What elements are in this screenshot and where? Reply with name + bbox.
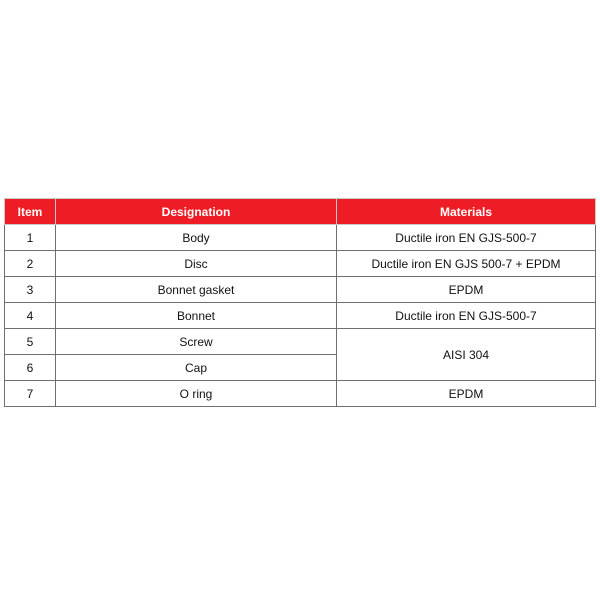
cell-material: EPDM — [337, 381, 596, 407]
cell-material: Ductile iron EN GJS-500-7 — [337, 303, 596, 329]
cell-designation: O ring — [56, 381, 337, 407]
materials-table — [4, 198, 596, 407]
cell-material: EPDM — [337, 277, 596, 303]
cell-item: 5 — [5, 329, 56, 355]
cell-designation: Screw — [56, 329, 337, 355]
table-row — [5, 381, 596, 407]
cell-material: Ductile iron EN GJS-500-7 — [337, 225, 596, 251]
cell-item: 1 — [5, 225, 56, 251]
header-item: Item — [5, 199, 56, 225]
header-materials: Materials — [337, 199, 596, 225]
cell-designation: Body — [56, 225, 337, 251]
cell-item: 4 — [5, 303, 56, 329]
table-row — [5, 303, 596, 329]
cell-material-merged: AISI 304 — [337, 329, 596, 381]
table-row — [5, 251, 596, 277]
table-row — [5, 277, 596, 303]
cell-material: Ductile iron EN GJS 500-7 + EPDM — [337, 251, 596, 277]
cell-item: 2 — [5, 251, 56, 277]
cell-designation: Disc — [56, 251, 337, 277]
table-row — [5, 329, 596, 355]
cell-item: 6 — [5, 355, 56, 381]
cell-designation: Bonnet — [56, 303, 337, 329]
cell-designation: Bonnet gasket — [56, 277, 337, 303]
table-row — [5, 225, 596, 251]
cell-designation: Cap — [56, 355, 337, 381]
cell-item: 3 — [5, 277, 56, 303]
header-designation: Designation — [56, 199, 337, 225]
cell-item: 7 — [5, 381, 56, 407]
table-header-row — [5, 199, 596, 225]
